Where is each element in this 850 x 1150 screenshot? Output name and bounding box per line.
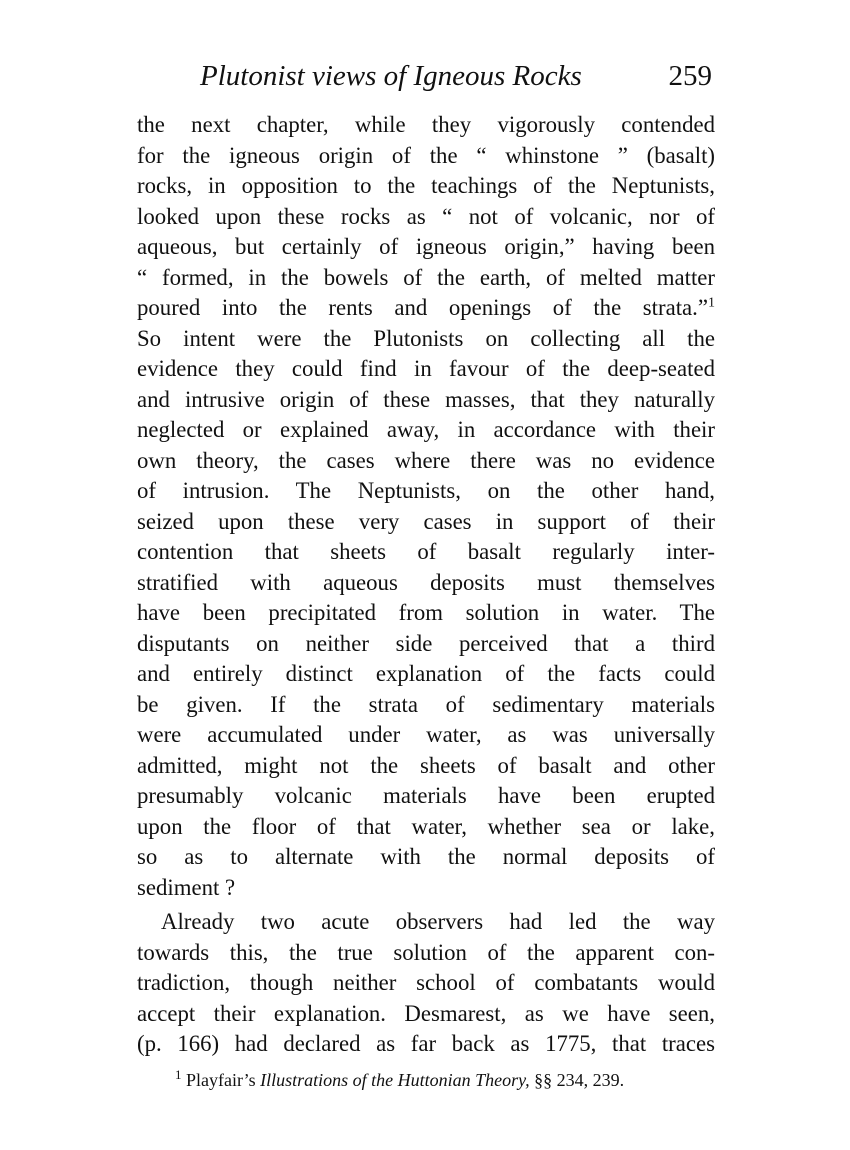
footnote-reference: 1 xyxy=(708,295,715,311)
text-line: the next chapter, while they vigorously contended xyxy=(137,112,715,137)
text-line: “ formed, in the bowels of the earth, of melted matter xyxy=(137,264,715,290)
text-line: stratified with aqueous deposits must themselves xyxy=(137,569,715,595)
text-line: seized upon these very cases in support of their xyxy=(137,508,715,534)
running-head-title: Plutonist views of Igneous Rocks xyxy=(200,60,582,92)
text-line: be given. If the strata of sedimentary materials xyxy=(137,691,715,717)
text-line: rocks, in opposition to the teachings of the Neptunists, xyxy=(137,173,715,198)
paragraph-start-line: Already two acute observers had led the way xyxy=(161,909,715,934)
text-line: admitted, might not the sheets of basalt and other xyxy=(137,752,715,778)
text-line-with-footnote xyxy=(137,293,715,324)
text-line: disputants on neither side perceived that a third xyxy=(137,630,715,656)
text-line: neglected or explained away, in accordance with their xyxy=(137,417,715,442)
text-line: own theory, the cases where there was no evidence xyxy=(137,447,715,473)
body-text xyxy=(137,110,715,1060)
footnote-section-reference: §§ 234, 239. xyxy=(534,1070,625,1090)
text-line: so as to alternate with the normal deposits of xyxy=(137,844,715,869)
paragraph-end-line: sediment ? xyxy=(137,874,236,900)
footnote-author: Playfair’s xyxy=(186,1070,256,1090)
text-line: towards this, the true solution of the apparent con- xyxy=(137,939,715,965)
text-line: accept their explanation. Desmarest, as we have seen, xyxy=(137,1000,715,1026)
text-line: were accumulated under water, as was universally xyxy=(137,722,715,747)
running-header xyxy=(200,54,716,98)
text-line: evidence they could find in favour of the deep-seated xyxy=(137,356,715,381)
text-line: for the igneous origin of the “ whinstone ” (basalt) xyxy=(137,142,715,168)
text-line: looked upon these rocks as “ not of volcanic, nor of xyxy=(137,203,715,229)
text-line: aqueous, but certainly of igneous origin,” having been xyxy=(137,234,715,259)
page-number: 259 xyxy=(668,60,712,92)
text-line: contention that sheets of basalt regularly inter- xyxy=(137,539,715,564)
footnote-work-title: Illustrations of the Huttonian Theory, xyxy=(260,1070,530,1090)
footnote-marker: 1 xyxy=(175,1067,182,1082)
text-line: presumably volcanic materials have been erupted xyxy=(137,783,715,808)
text-line-content: poured into the rents and openings of the strata.” xyxy=(137,295,708,320)
text-line: (p. 166) had declared as far back as 1775, that traces xyxy=(137,1031,715,1056)
text-line: tradiction, though neither school of combatants would xyxy=(137,970,715,995)
text-line: of intrusion. The Neptunists, on the other hand, xyxy=(137,478,715,503)
text-line: upon the floor of that water, whether sea or lake, xyxy=(137,813,715,839)
text-line: and entirely distinct explanation of the facts could xyxy=(137,661,715,686)
text-line: have been precipitated from solution in water. The xyxy=(137,600,715,625)
text-line: So intent were the Plutonists on collecting all the xyxy=(137,325,715,351)
text-line: and intrusive origin of these masses, that they naturally xyxy=(137,386,715,412)
footnote xyxy=(175,1067,735,1093)
